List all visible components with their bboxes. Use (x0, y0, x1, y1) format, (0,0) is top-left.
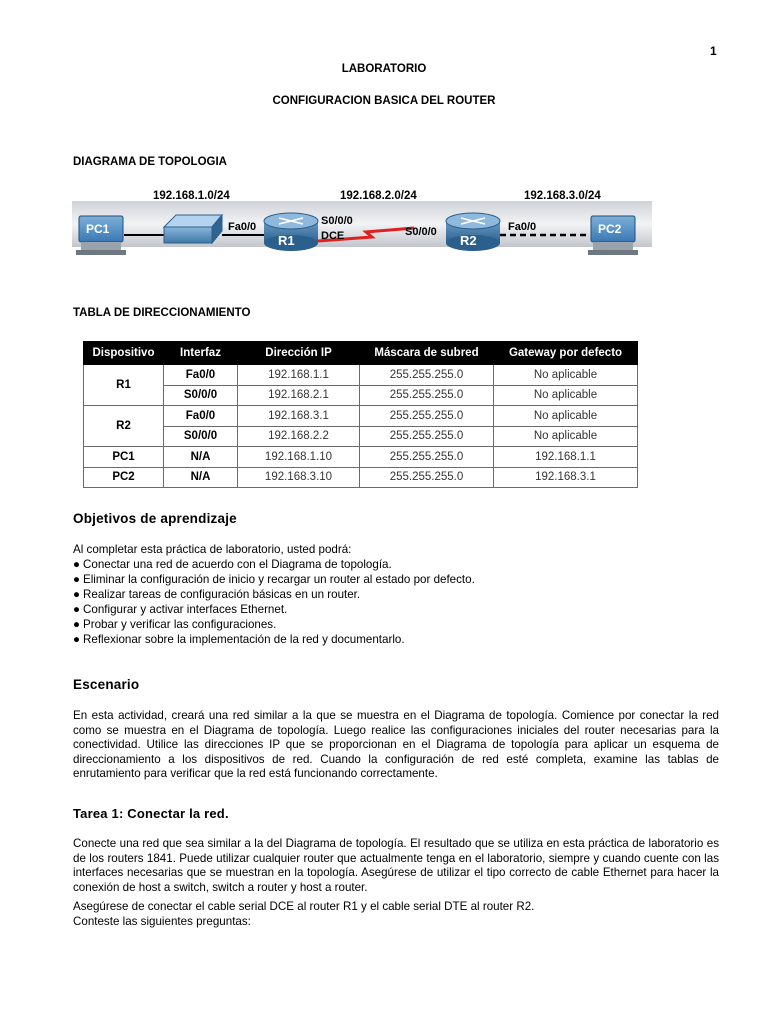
list-item: ● Realizar tareas de configuración básicas en un router. (73, 588, 361, 601)
device-cell: PC1 (84, 447, 164, 468)
dce-label: DCE (321, 230, 345, 242)
table-row (84, 406, 638, 427)
router-r1-icon (264, 213, 318, 251)
page-number: 1 (710, 44, 717, 58)
interface-cell: Fa0/0 (164, 406, 238, 427)
gateway-cell: No aplicable (494, 385, 638, 406)
topology-heading: DIAGRAMA DE TOPOLOGIA (73, 156, 227, 168)
table-row (84, 426, 638, 447)
interface-cell: S0/0/0 (164, 385, 238, 406)
scenario-heading: Escenario (73, 677, 140, 692)
gateway-cell: No aplicable (494, 365, 638, 386)
task1-paragraph: Conecte una red que sea similar a la del Diagrama de topología. El resultado que se utiliza en esta práctica de laboratorio es de los routers 1841. Puede utilizar cualquier router que actualmente tenga en el laboratorio, siempre y cuando cuente con las interfaces necesarias que se muestran en la topología. Asegúrese de utilizar el tipo correcto de cable Ethernet para hacer la conexión de host a switch, switch a router y host a router. (73, 837, 719, 894)
table-row (84, 385, 638, 406)
bullet-icon: ● (73, 603, 81, 616)
column-header: Máscara de subred (360, 342, 494, 365)
mask-cell: 255.255.255.0 (360, 365, 494, 386)
network-label-2: 192.168.2.0/24 (340, 190, 417, 202)
device-cell: PC2 (84, 467, 164, 488)
network-label-1: 192.168.1.0/24 (153, 190, 230, 202)
task1-heading: Tarea 1: Conectar la red. (73, 806, 229, 821)
ip-cell: 192.168.3.1 (238, 406, 360, 427)
r2-fa-label: Fa0/0 (508, 221, 537, 233)
column-header: Gateway por defecto (494, 342, 638, 365)
ip-cell: 192.168.1.1 (238, 365, 360, 386)
router-r2-icon (446, 213, 500, 251)
mask-cell: 255.255.255.0 (360, 406, 494, 427)
interface-cell: N/A (164, 447, 238, 468)
task1-questions: Conteste las siguientes preguntas: (73, 915, 251, 928)
gateway-cell: No aplicable (494, 426, 638, 447)
mask-cell: 255.255.255.0 (360, 447, 494, 468)
column-header: Interfaz (164, 342, 238, 365)
ip-cell: 192.168.3.10 (238, 467, 360, 488)
pc2-icon (588, 216, 638, 255)
objectives-heading: Objetivos de aprendizaje (73, 511, 237, 526)
r2-serial-label: S0/0/0 (405, 226, 437, 238)
ip-cell: 192.168.1.10 (238, 447, 360, 468)
gateway-cell: 192.168.3.1 (494, 467, 638, 488)
list-item: ● Probar y verificar las configuraciones. (73, 618, 277, 631)
bullet-icon: ● (73, 618, 81, 631)
column-header: Dispositivo (84, 342, 164, 365)
gateway-cell: 192.168.1.1 (494, 447, 638, 468)
r1-fa-label: Fa0/0 (228, 221, 257, 233)
pc2-label: PC2 (598, 222, 622, 236)
r1-label: R1 (278, 233, 295, 248)
lab-title: LABORATORIO (341, 63, 427, 75)
list-item: ● Configurar y activar interfaces Ethernet. (73, 603, 288, 616)
mask-cell: 255.255.255.0 (360, 426, 494, 447)
column-header: Dirección IP (238, 342, 360, 365)
bullet-icon: ● (73, 633, 81, 646)
network-label-3: 192.168.3.0/24 (524, 190, 601, 202)
table-row (84, 447, 638, 468)
bullet-icon: ● (73, 588, 81, 601)
scenario-text: En esta actividad, creará una red similar a la que se muestra en el Diagrama de topología. Comience por conectar la red como se muestra en el Diagrama de topología. Luego realice las configuraciones iniciales del router necesarias para la conectividad. Utilice las direcciones IP que se proporcionan en el Diagrama de topología para aplicar un esquema de direccionamiento a los dispositivos de red. Cuando la configuración de red esté completa, examine las tablas de enrutamiento para verificar que la red está funcionando correctamente. (73, 709, 719, 781)
mask-cell: 255.255.255.0 (360, 467, 494, 488)
list-item: ● Eliminar la configuración de inicio y recargar un router al estado por defecto. (73, 573, 475, 586)
addressing-heading: TABLA DE DIRECCIONAMIENTO (73, 307, 251, 319)
device-cell: R2 (84, 406, 164, 447)
diagram-band (72, 201, 652, 247)
pc1-label: PC1 (86, 222, 110, 236)
objectives-list (73, 542, 475, 647)
objectives-intro: Al completar esta práctica de laboratorio, usted podrá: (73, 543, 352, 556)
pc1-icon (76, 216, 126, 255)
gateway-cell: No aplicable (494, 406, 638, 427)
bullet-icon: ● (73, 558, 81, 571)
r1-serial-label: S0/0/0 (321, 215, 353, 227)
list-item: ● Conectar una red de acuerdo con el Diagrama de topología. (73, 558, 392, 571)
device-cell: R1 (84, 365, 164, 406)
list-item: ● Reflexionar sobre la implementación de la red y documentarlo. (73, 633, 405, 646)
topology-diagram (72, 185, 652, 270)
bullet-icon: ● (73, 573, 81, 586)
addressing-table (83, 341, 637, 488)
table-header-row (84, 342, 638, 365)
mask-cell: 255.255.255.0 (360, 385, 494, 406)
task1-dce-note: Asegúrese de conectar el cable serial DCE al router R1 y el cable serial DTE al router R2. (73, 900, 535, 913)
switch-icon (164, 215, 222, 243)
r2-label: R2 (460, 233, 477, 248)
table-row (84, 365, 638, 386)
table-row (84, 467, 638, 488)
doc-title: CONFIGURACION BASICA DEL ROUTER (272, 95, 496, 107)
interface-cell: S0/0/0 (164, 426, 238, 447)
ip-cell: 192.168.2.1 (238, 385, 360, 406)
ip-cell: 192.168.2.2 (238, 426, 360, 447)
interface-cell: N/A (164, 467, 238, 488)
interface-cell: Fa0/0 (164, 365, 238, 386)
